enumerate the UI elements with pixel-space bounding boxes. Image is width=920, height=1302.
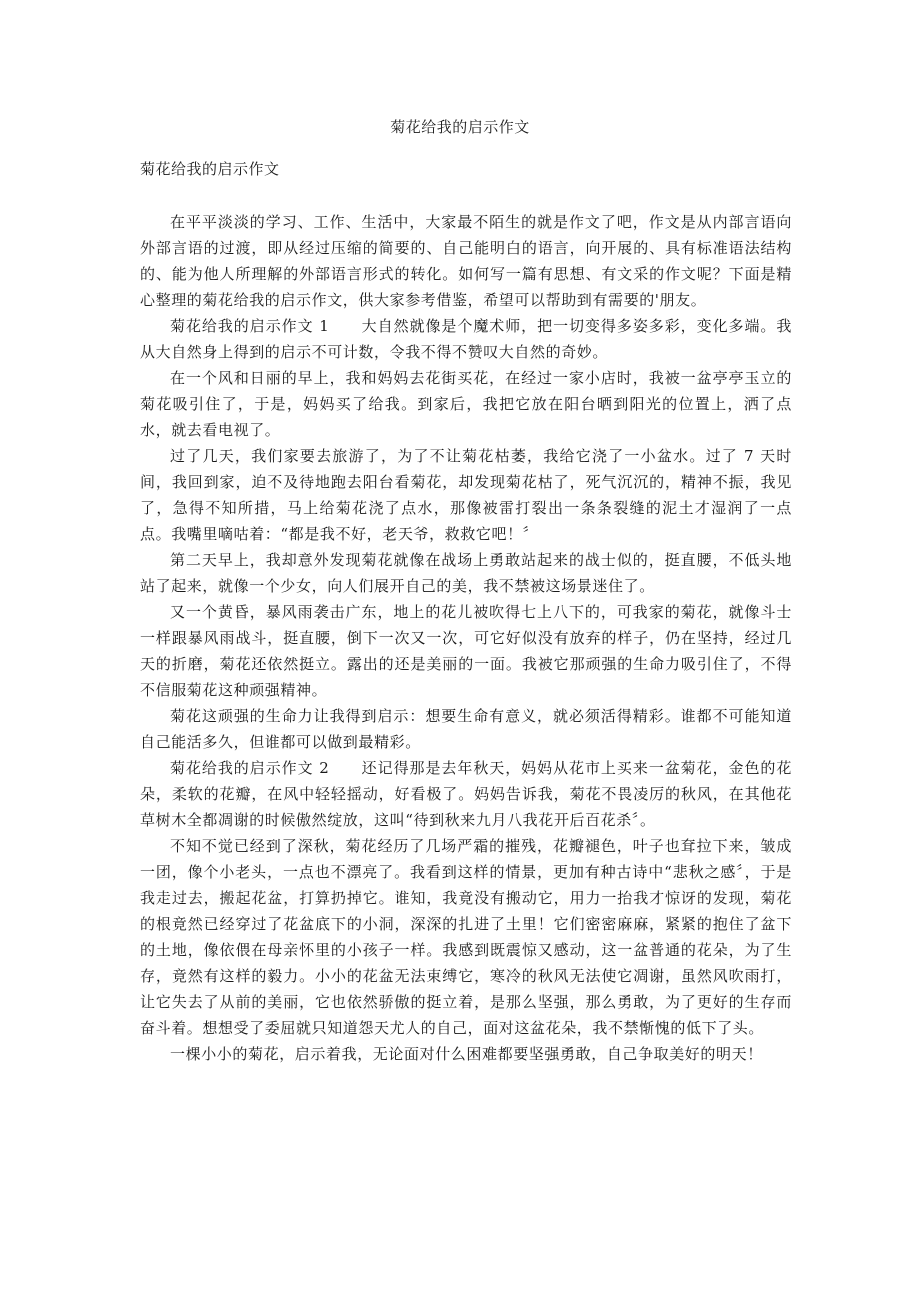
document-title: 菊花给我的启示作文 xyxy=(390,118,530,136)
paragraph: 过了几天，我们家要去旅游了，为了不让菊花枯萎，我给它浇了一小盆水。过了 7 天时间，我回到家，迫不及待地跑去阳台看菊花，却发现菊花枯了，死气沉沉的，精神不振，我见了，急得不知所措，马上给菊花浇了点水，那像被雷打裂出一条条裂缝的泥土才湿润了一点点。我嘴里嘀咕着：“都是我不好，老天爷，救救它吧！〞 xyxy=(140,447,792,543)
paragraph: 第二天早上，我却意外发现菊花就像在战场上勇敢站起来的战士似的，挺直腰，不低头地站了起来，就像一个少女，向人们展开自己的美，我不禁被这场景迷住了。 xyxy=(140,551,792,595)
paragraph-conclusion: 一棵小小的菊花，启示着我，无论面对什么困难都要坚强勇敢，自己争取美好的明天！ xyxy=(170,1045,763,1063)
paragraph: 在一个风和日丽的早上，我和妈妈去花街买花，在经过一家小店时，我被一盆亭亭玉立的菊花吸引住了，于是，妈妈买了给我。到家后，我把它放在阳台晒到阳光的位置上，洒了点水，就去看电视了。 xyxy=(140,369,792,439)
document-body xyxy=(140,209,792,1067)
document-subtitle: 菊花给我的启示作文 xyxy=(140,160,280,178)
paragraph: 不知不觉已经到了深秋，菊花经历了几场严霜的摧残，花瓣褪色，叶子也耷拉下来，皱成一团，像个小老头，一点也不漂亮了。我看到这样的情景，更加有种古诗中“悲秋之感〞，于是我走过去，搬起花盆，打算扔掉它。谁知，我竟没有搬动它，用力一抬我才惊讶的发现，菊花的根竟然已经穿过了花盆底下的小洞，深深的扎进了土里！它们密密麻麻，紧紧的抱住了盆下的土地，像依偎在母亲怀里的小孩子一样。我感到既震惊又感动，这一盆普通的花朵，为了生存，竟然有这样的毅力。小小的花盆无法束缚它，寒冷的秋风无法使它凋谢，虽然风吹雨打，让它失去了从前的美丽，它也依然骄傲的挺立着，是那么坚强，那么勇敢，为了更好的生存而奋斗着。想想受了委屈就只知道怨天尤人的自己，面对这盆花朵，我不禁惭愧的低下了头。 xyxy=(140,837,792,1037)
paragraph: 菊花这顽强的生命力让我得到启示：想要生命有意义，就必须活得精彩。谁都不可能知道自己能活多久，但谁都可以做到最精彩。 xyxy=(140,707,792,751)
paragraph: 又一个黄昏，暴风雨袭击广东，地上的花儿被吹得七上八下的，可我家的菊花，就像斗士一样跟暴风雨战斗，挺直腰，倒下一次又一次，可它好似没有放弃的样子，仍在坚持，经过几天的折磨，菊花还依然挺立。露出的还是美丽的一面。我被它那顽强的生命力吸引住了，不得不信服菊花这种顽强精神。 xyxy=(140,603,792,699)
paragraph-essay-2-opening: 菊花给我的启示作文 2 还记得那是去年秋天，妈妈从花市上买来一盆菊花，金色的花朵，柔软的花瓣，在风中轻轻摇动，好看极了。妈妈告诉我，菊花不畏凌厉的秋风，在其他花草树木全都凋谢的时候傲然绽放，这叫“待到秋来九月八我花开后百花杀〞。 xyxy=(140,759,792,829)
paragraph-intro: 在平平淡淡的学习、工作、生活中，大家最不陌生的就是作文了吧，作文是从内部言语向外部言语的过渡，即从经过压缩的简要的、自己能明白的语言，向开展的、具有标准语法结构的、能为他人所理解的外部语言形式的转化。如何写一篇有思想、有文采的作文呢？下面是精心整理的菊花给我的启示作文，供大家参考借鉴，希望可以帮助到有需要的'朋友。 xyxy=(140,213,792,309)
paragraph-essay-1-opening: 菊花给我的启示作文 1 大自然就像是个魔术师，把一切变得多姿多彩，变化多端。我从大自然身上得到的启示不可计数，令我不得不赞叹大自然的奇妙。 xyxy=(140,317,792,361)
